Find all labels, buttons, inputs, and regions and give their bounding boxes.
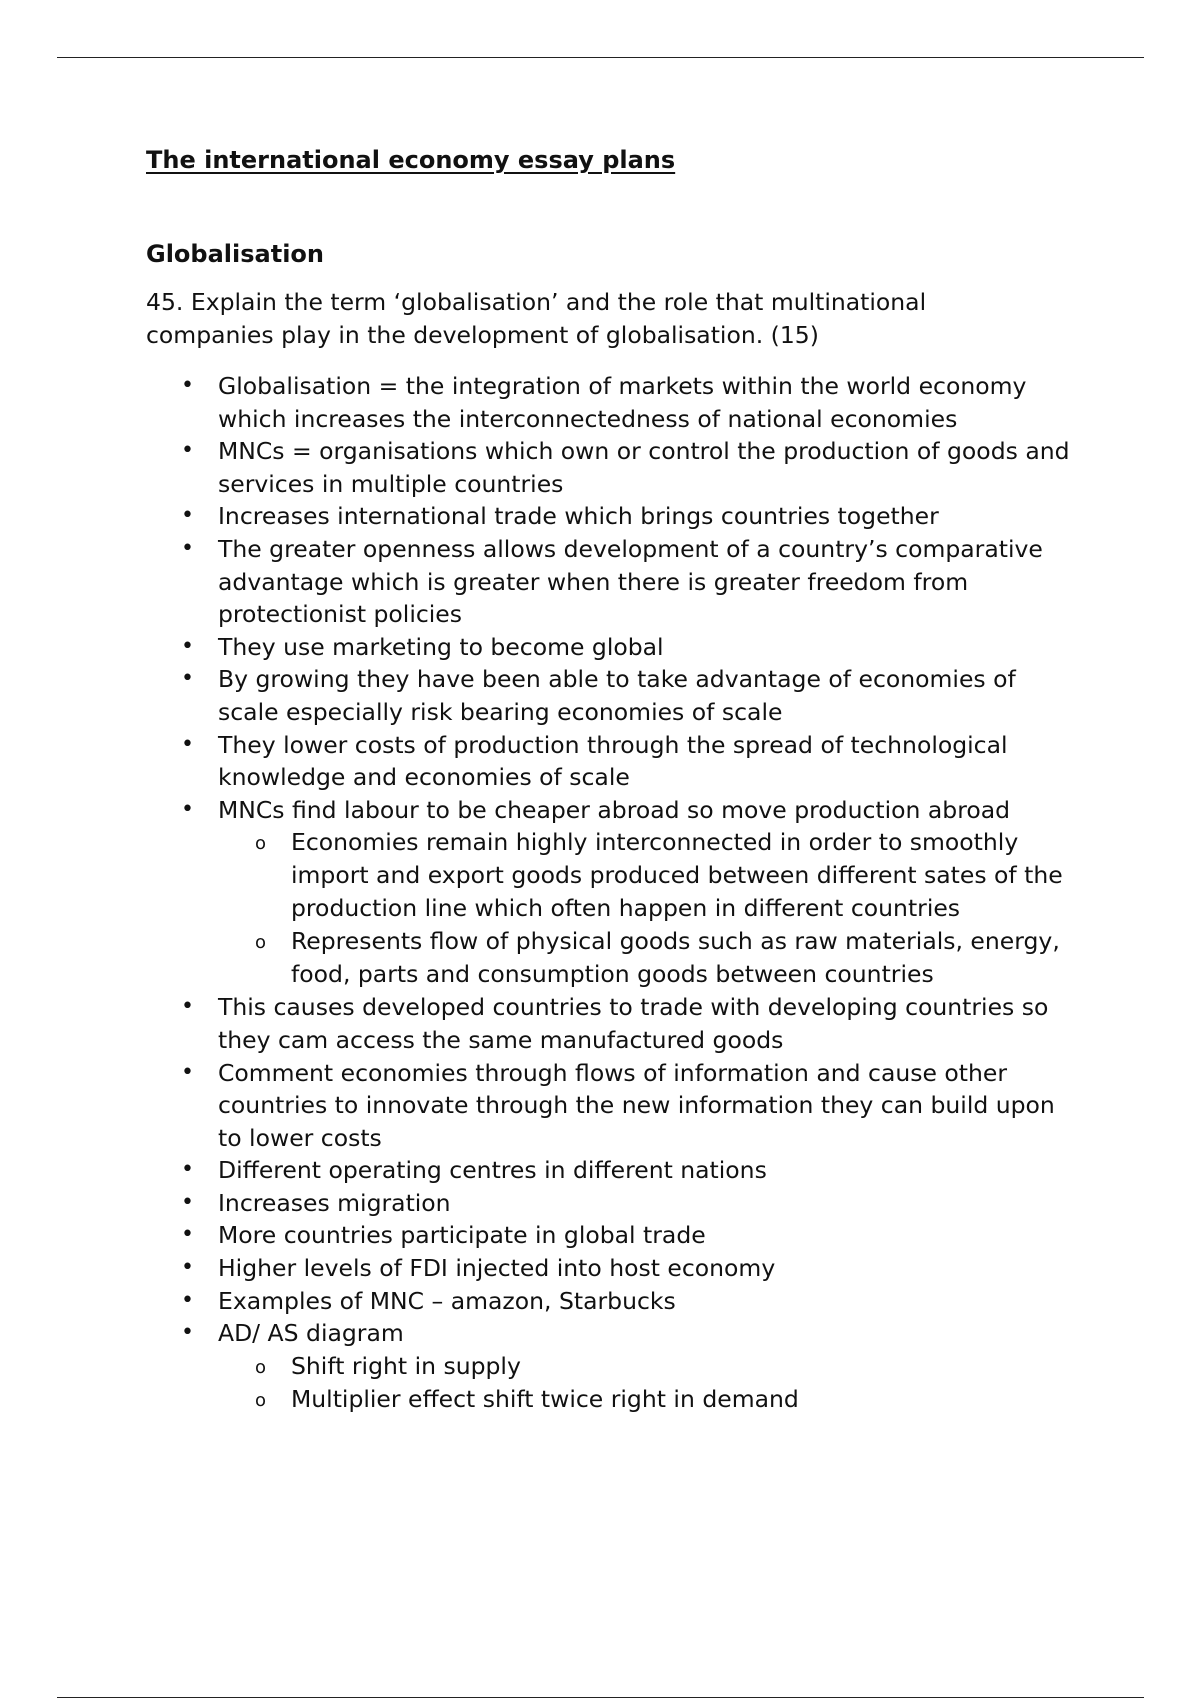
bullet-icon: • <box>181 1157 194 1183</box>
bullet-text: AD/ AS diagram <box>218 1319 404 1348</box>
bullet-icon: • <box>181 1287 194 1313</box>
bullet-icon: • <box>181 438 194 464</box>
bullet-item <box>146 1057 1070 1155</box>
bullet-item <box>146 991 1070 1056</box>
bullet-icon: • <box>181 373 194 398</box>
bullet-text: Globalisation = the integration of markets within the world economy which increases the interconnectedness of national economies <box>218 372 1027 433</box>
bullet-item <box>146 1187 1070 1220</box>
bullet-item <box>146 1285 1070 1318</box>
bullet-item <box>146 500 1070 533</box>
sub-bullet-text: Represents flow of physical goods such as raw materials, energy, food, parts and consumption goods between countries <box>291 927 1060 989</box>
bullet-text: MNCs find labour to be cheaper abroad so move production abroad <box>218 795 1011 824</box>
bullet-text: The greater openness allows development of a country’s comparative advantage which is greater when there is greater freedom from protectionist policies <box>218 534 1043 629</box>
bullet-text: They use marketing to become global <box>218 632 664 661</box>
sub-bullet-list <box>218 1350 1070 1416</box>
bullet-icon: • <box>181 994 194 1020</box>
essay-question: 45. Explain the term ‘globalisation’ and the role that multinational companies play in the development of globalisation. (15) <box>146 288 927 349</box>
bullet-item <box>146 370 1070 435</box>
bullet-text: They lower costs of production through the spread of technological knowledge and economies of scale <box>218 730 1008 792</box>
bullet-text: Comment economies through flows of information and cause other countries to innovate through the new information they can build upon to lower costs <box>218 1058 1055 1152</box>
bullet-item <box>146 794 1070 992</box>
bullet-text: More countries participate in global trade <box>218 1221 706 1250</box>
bullet-icon: • <box>181 666 194 692</box>
bullet-list <box>146 370 1070 1416</box>
hollow-circle-bullet-icon: o <box>255 833 267 855</box>
bullet-icon: • <box>181 1222 194 1248</box>
bullet-item <box>146 1252 1070 1285</box>
sub-bullet-item <box>218 1383 1086 1416</box>
bullet-text: Examples of MNC – amazon, Starbucks <box>218 1286 676 1315</box>
bullet-item <box>146 631 1070 664</box>
bullet-icon: • <box>181 731 194 757</box>
bullet-icon: • <box>181 1059 194 1085</box>
bullet-icon: • <box>181 796 194 822</box>
hollow-circle-bullet-icon: o <box>255 1356 267 1378</box>
sub-bullet-text: Economies remain highly interconnected in order to smoothly import and export goods produced between different sates of the production line which often happen in different countries <box>291 828 1063 923</box>
hollow-circle-bullet-icon: o <box>255 1389 267 1411</box>
sub-bullet-list <box>218 826 1070 991</box>
bullet-item <box>146 1317 1070 1416</box>
top-rule <box>57 57 1144 58</box>
bullet-icon: • <box>181 1320 194 1346</box>
bullet-text: This causes developed countries to trade with developing countries so they cam access the same manufactured goods <box>218 993 1049 1054</box>
sub-bullet-item <box>218 826 1086 925</box>
document-body <box>146 140 1070 1416</box>
bullet-item <box>146 1219 1070 1252</box>
bullet-icon: • <box>181 1255 194 1281</box>
bullet-item <box>146 435 1070 500</box>
bullet-icon: • <box>181 503 194 529</box>
bullet-icon: • <box>181 535 194 561</box>
bullet-text: Increases migration <box>218 1188 451 1217</box>
bullet-item <box>146 729 1070 794</box>
sub-bullet-item <box>218 1350 1086 1383</box>
sub-bullet-item <box>218 925 1086 991</box>
document-title: The international economy essay plans <box>146 146 676 174</box>
bullet-item <box>146 663 1070 728</box>
section-heading: Globalisation <box>146 240 324 268</box>
bullet-text: Different operating centres in different nations <box>218 1156 767 1185</box>
bullet-text: Higher levels of FDI injected into host economy <box>218 1254 776 1283</box>
bottom-rule <box>57 1697 1144 1698</box>
bullet-icon: • <box>181 1189 194 1215</box>
sub-bullet-text: Shift right in supply <box>291 1351 521 1380</box>
bullet-text: Increases international trade which brings countries together <box>218 502 939 531</box>
bullet-icon: • <box>181 633 194 659</box>
bullet-text: By growing they have been able to take advantage of economies of scale especially risk bearing economies of scale <box>218 665 1016 726</box>
bullet-text: MNCs = organisations which own or control the production of goods and services in multiple countries <box>218 437 1070 498</box>
bullet-item <box>146 1154 1070 1187</box>
hollow-circle-bullet-icon: o <box>255 932 267 954</box>
sub-bullet-text: Multiplier effect shift twice right in demand <box>291 1384 799 1413</box>
bullet-item <box>146 533 1070 631</box>
